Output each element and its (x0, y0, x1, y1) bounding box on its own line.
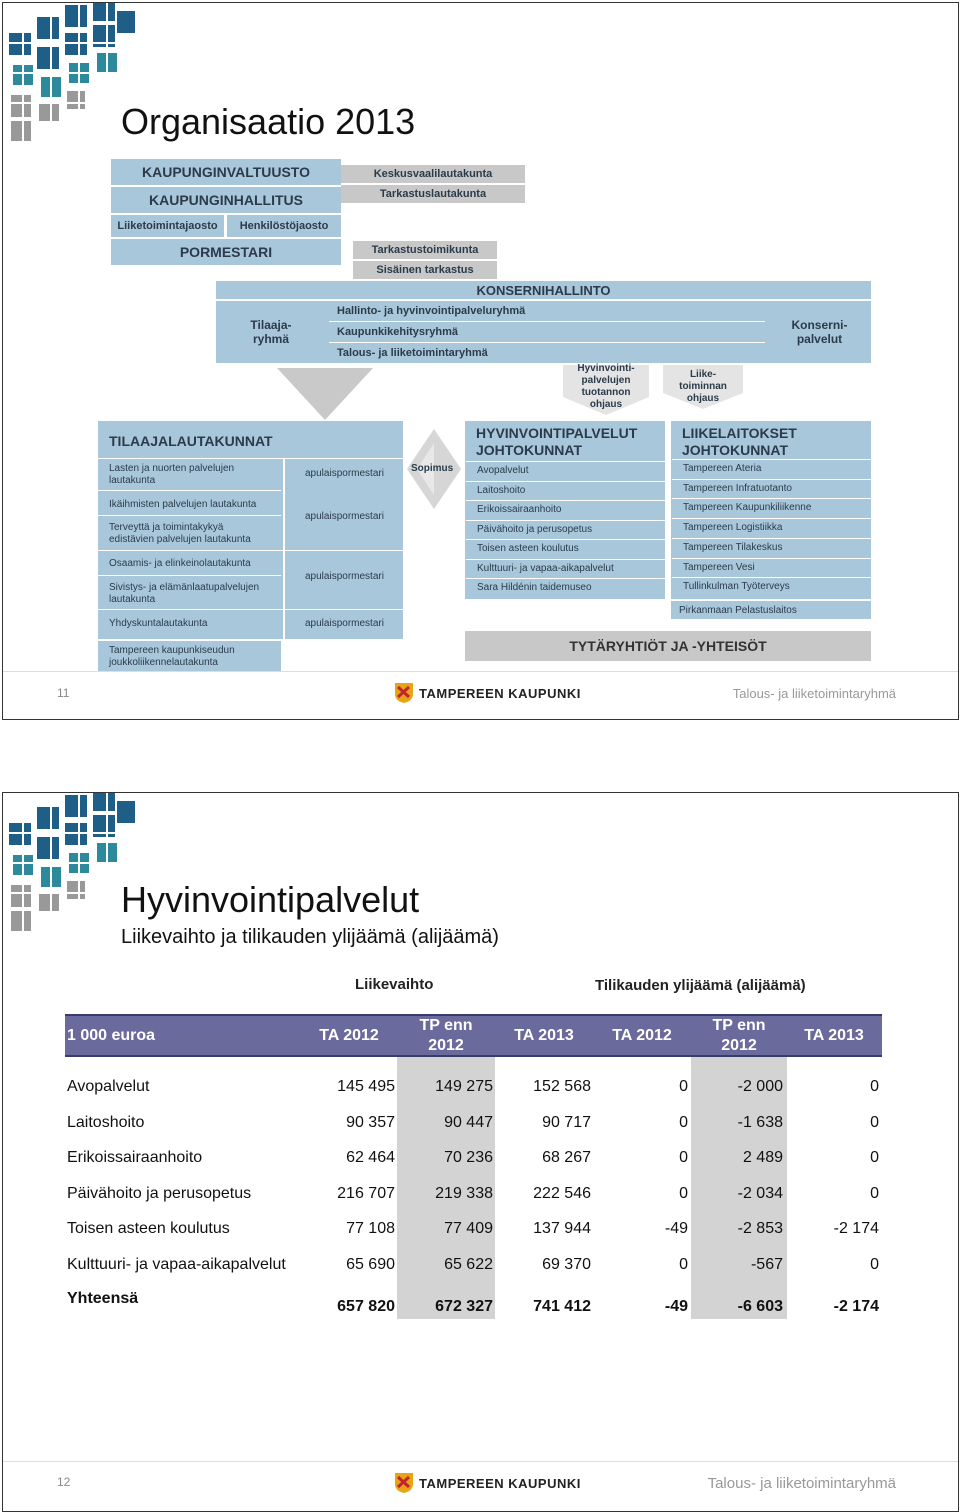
table-cell: 90 357 (346, 1113, 395, 1131)
table-cell: 0 (679, 1184, 688, 1202)
tilaaja-item: Yhdyskuntalautakunta (109, 618, 208, 629)
table-cell: 65 622 (444, 1255, 493, 1273)
divider (672, 518, 872, 519)
page-number: 11 (57, 686, 70, 700)
talous-ryhma-box: Talous- ja liiketoimintaryhmä (329, 343, 765, 363)
table-cell: 222 546 (533, 1184, 591, 1202)
tilaaja-item: Lasten ja nuorten palvelujen lautakunta (109, 463, 235, 486)
keskusvaalilautakunta-box: Keskusvaalilautakunta (341, 165, 525, 183)
footer-logo (395, 1473, 581, 1493)
divider (672, 558, 872, 559)
table-cell: 0 (679, 1078, 688, 1095)
divider (672, 498, 872, 499)
table-cell: 0 (870, 1113, 879, 1131)
johtokunta-item: Tullinkulman Työterveys (683, 581, 790, 593)
tampere-crest-icon (395, 1473, 413, 1493)
tarkastuslautakunta-box: Tarkastuslautakunta (341, 185, 525, 203)
tilaaja-item: Sivistys- ja elämänlaatupalvelujen lautakunta (109, 582, 260, 605)
row-label: Avopalvelut (67, 1078, 150, 1095)
divider (329, 342, 765, 343)
sopimus-label: Sopimus (411, 463, 454, 474)
row-label: Päivähoito ja perusopetus (67, 1184, 252, 1202)
tarkastustoimikunta-box: Tarkastustoimikunta (353, 241, 497, 259)
divider (98, 550, 403, 551)
konsernipalvelut-box: Konserni- palvelut (768, 301, 871, 363)
row-label: Laitoshoito (67, 1113, 145, 1131)
header-ta2013: TA 2013 (514, 1027, 574, 1044)
slide-subtitle: Liikevaihto ja tilikauden ylijäämä (alijäämä) (121, 926, 499, 948)
hallinto-ryhma-box: Hallinto- ja hyvinvointipalveluryhmä (329, 301, 765, 321)
slide-title: Organisaatio 2013 (121, 101, 416, 142)
total-cell: -49 (664, 1298, 688, 1315)
table-cell: 69 370 (542, 1255, 591, 1273)
slide-hyvinvointipalvelut (2, 792, 959, 1512)
table-cell: 216 707 (337, 1184, 395, 1202)
table-cell: -2 174 (833, 1220, 879, 1237)
kaupunginhallitus-box: KAUPUNGINHALLITUS (111, 187, 341, 213)
group-header-liikevaihto: Liikevaihto (355, 976, 434, 993)
tilaajaryhma-box: Tilaaja- ryhmä (216, 301, 326, 363)
table-cell: 77 409 (444, 1220, 493, 1237)
johtokunta-item: Tampereen Logistiikka (683, 522, 783, 534)
table-cell: -2 034 (737, 1184, 783, 1202)
liiketoimintajaosto-box: Liiketoimintajaosto (111, 215, 224, 237)
divider (98, 609, 403, 610)
footer-divider (3, 1461, 958, 1462)
table-cell: 137 944 (533, 1220, 591, 1237)
divider (466, 481, 666, 482)
table-cell: -567 (750, 1255, 783, 1273)
tilaajalautakunnat-title: TILAAJALAUTAKUNNAT (109, 433, 273, 449)
total-cell: 741 412 (533, 1298, 591, 1315)
header-ta2012: TA 2012 (612, 1027, 672, 1044)
tytaryhtiot-box: TYTÄRYHTIÖT JA -YHTEISÖT (465, 631, 871, 661)
johtokunta-item: Tampereen Ateria (683, 463, 762, 474)
row-label: Kulttuuri- ja vapaa-aikapalvelut (67, 1255, 286, 1273)
table-cell: 0 (679, 1113, 688, 1131)
footer-divider (3, 671, 958, 672)
johtokunta-item: Avopalvelut (477, 465, 529, 476)
total-cell: -6 603 (737, 1298, 783, 1315)
johtokunta-item: Erikoissairaanhoito (477, 504, 562, 515)
divider (466, 539, 666, 540)
divider (672, 577, 872, 578)
johtokunta-item: Päivähoito ja perusopetus (477, 523, 593, 535)
header-ta2013: TA 2013 (804, 1027, 864, 1044)
table-cell: 2 489 (742, 1149, 783, 1166)
liikelaitokset-title: LIIKELAITOKSET JOHTOKUNNAT (682, 425, 797, 458)
divider (672, 479, 872, 480)
total-cell: 657 820 (337, 1298, 395, 1315)
tilaaja-item: Tampereen kaupunkiseudun joukkoliikennelautakunta (109, 645, 235, 668)
divider (672, 538, 872, 539)
table-cell: 152 568 (533, 1078, 591, 1095)
table-cell: -1 638 (737, 1113, 783, 1131)
footer-logo-text: TAMPEREEN KAUPUNKI (419, 1475, 581, 1491)
total-cell: 672 327 (435, 1298, 493, 1315)
apulaispormestari-label: apulaispormestari (305, 618, 384, 629)
table-cell: 90 717 (542, 1113, 591, 1131)
tilaaja-item: Osaamis- ja elinkeinolautakunta (109, 558, 251, 569)
johtokunta-item: Toisen asteen koulutus (477, 543, 579, 554)
tilaaja-item: Terveyttä ja toimintakykyä edistävien palvelujen lautakunta (109, 522, 251, 545)
divider (466, 559, 666, 560)
table-cell: 62 464 (346, 1149, 395, 1166)
table-cell: 0 (870, 1149, 879, 1166)
divider (466, 461, 666, 462)
table-cell: 219 338 (435, 1184, 493, 1202)
table-cell: -49 (664, 1220, 688, 1237)
divider (98, 490, 281, 491)
table-cell: 0 (870, 1078, 879, 1095)
table-cell: 0 (870, 1184, 879, 1202)
henkilostojaosto-box: Henkilöstöjaosto (227, 215, 341, 237)
footer-department: Talous- ja liiketoimintaryhmä (707, 1475, 896, 1492)
total-cell: -2 174 (833, 1298, 879, 1315)
johtokunta-item: Tampereen Vesi (683, 561, 755, 573)
row-label: Toisen asteen koulutus (67, 1220, 230, 1237)
header-unit: 1 000 euroa (67, 1027, 156, 1044)
johtokunta-item: Sara Hildénin taidemuseo (477, 582, 592, 593)
table-cell: 90 447 (444, 1113, 493, 1131)
table-cell: 68 267 (542, 1149, 591, 1166)
johtokunta-item: Laitoshoito (477, 484, 526, 496)
total-label: Yhteensä (67, 1290, 139, 1307)
divider (466, 520, 666, 521)
divider (283, 458, 285, 639)
header-tpenn2012: TP enn 2012 (419, 1017, 473, 1054)
apulaispormestari-label: apulaispormestari (305, 571, 384, 582)
apulaispormestari-label: apulaispormestari (305, 468, 384, 479)
page-number: 12 (57, 1475, 71, 1489)
table-cell: 77 108 (346, 1220, 395, 1237)
pirkanmaan-pelastuslaitos-box: Pirkanmaan Pelastuslaitos (671, 601, 871, 619)
kaupunginvaltuusto-box: KAUPUNGINVALTUUSTO (111, 159, 341, 185)
footer-department: Talous- ja liiketoimintaryhmä (732, 686, 896, 701)
divider (98, 575, 281, 576)
divider (672, 459, 872, 460)
sisainen-tarkastus-box: Sisäinen tarkastus (353, 261, 497, 279)
down-arrow-icon (277, 368, 373, 420)
table-cell: 0 (870, 1255, 879, 1273)
divider (329, 321, 765, 322)
table-cell: 149 275 (435, 1078, 493, 1095)
table-cell: 0 (679, 1255, 688, 1273)
footer-logo-text: TAMPEREEN KAUPUNKI (419, 685, 581, 701)
konsernihallinto-box: KONSERNIHALLINTO (216, 281, 871, 299)
tampere-crest-icon (395, 683, 413, 703)
johtokunta-item: Tampereen Infratuotanto (683, 482, 792, 494)
table-cell: 0 (679, 1149, 688, 1166)
tilaaja-item: Ikäihmisten palvelujen lautakunta (109, 499, 257, 510)
hyvinvointi-ohjaus-label: Hyvinvointi- palvelujen tuotannon ohjaus (577, 363, 635, 410)
apulaispormestari-label: apulaispormestari (305, 511, 384, 522)
johtokunta-item: Tampereen Tilakeskus (683, 541, 783, 553)
slide-title: Hyvinvointipalvelut (121, 879, 420, 920)
johtokunta-item: Tampereen Kaupunkiliikenne (683, 502, 812, 514)
kaupunkikehitysryhma-box: Kaupunkikehitysryhmä (329, 322, 765, 342)
header-ta2012: TA 2012 (319, 1027, 379, 1044)
hyvinvointipalvelut-title: HYVINVOINTIPALVELUT JOHTOKUNNAT (476, 425, 638, 458)
divider (466, 578, 666, 579)
table-cell: 70 236 (444, 1149, 493, 1166)
table-cell: 65 690 (346, 1255, 395, 1273)
divider (466, 500, 666, 501)
slide-organisaatio (2, 2, 959, 720)
row-label: Erikoissairaanhoito (67, 1149, 203, 1166)
divider (98, 515, 281, 516)
table-cell: -2 000 (737, 1078, 783, 1095)
group-header-tilikauden: Tilikauden ylijäämä (alijäämä) (595, 977, 806, 994)
pormestari-box: PORMESTARI (111, 239, 341, 265)
divider (98, 458, 403, 459)
header-tpenn2012: TP enn 2012 (712, 1017, 766, 1054)
table-cell: -2 853 (737, 1220, 783, 1237)
table-cell: 145 495 (337, 1078, 395, 1095)
liiketoiminnan-ohjaus-label: Liike- toiminnan ohjaus (679, 369, 727, 404)
footer-logo (395, 683, 581, 703)
johtokunta-item: Kulttuuri- ja vapaa-aikapalvelut (477, 562, 614, 574)
